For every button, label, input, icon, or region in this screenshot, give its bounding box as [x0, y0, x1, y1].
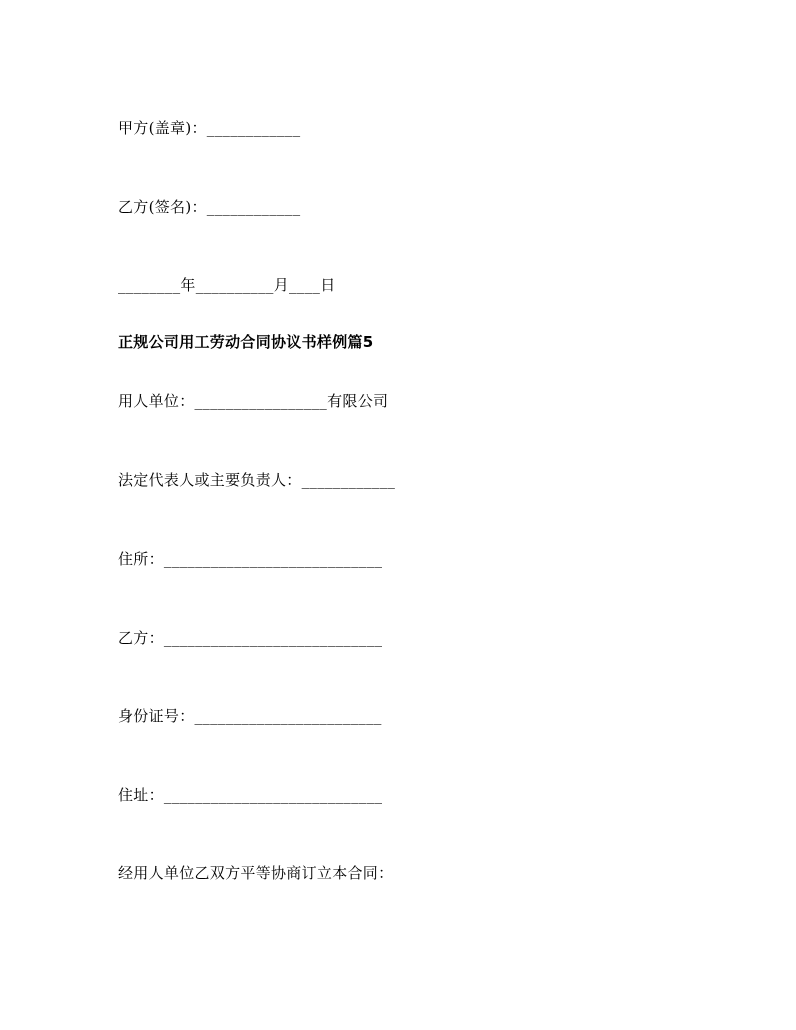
date-line: ________年__________月____日	[118, 276, 336, 294]
section-title: 正规公司用工劳动合同协议书样例篇5	[118, 333, 374, 351]
party-b-line: 乙方：____________________________	[118, 629, 383, 647]
legal-representative-line: 法定代表人或主要负责人：____________	[118, 471, 396, 489]
employer-line: 用人单位：_________________有限公司	[118, 392, 389, 410]
party-b-address-line: 住址：____________________________	[118, 786, 383, 804]
id-number-line: 身份证号：________________________	[118, 707, 382, 725]
employer-address-line: 住所：____________________________	[118, 550, 383, 568]
agreement-intro-line: 经用人单位乙双方平等协商订立本合同：	[118, 864, 394, 882]
party-a-seal-line: 甲方(盖章)：____________	[118, 119, 301, 137]
party-b-signature-line: 乙方(签名)：____________	[118, 198, 301, 216]
